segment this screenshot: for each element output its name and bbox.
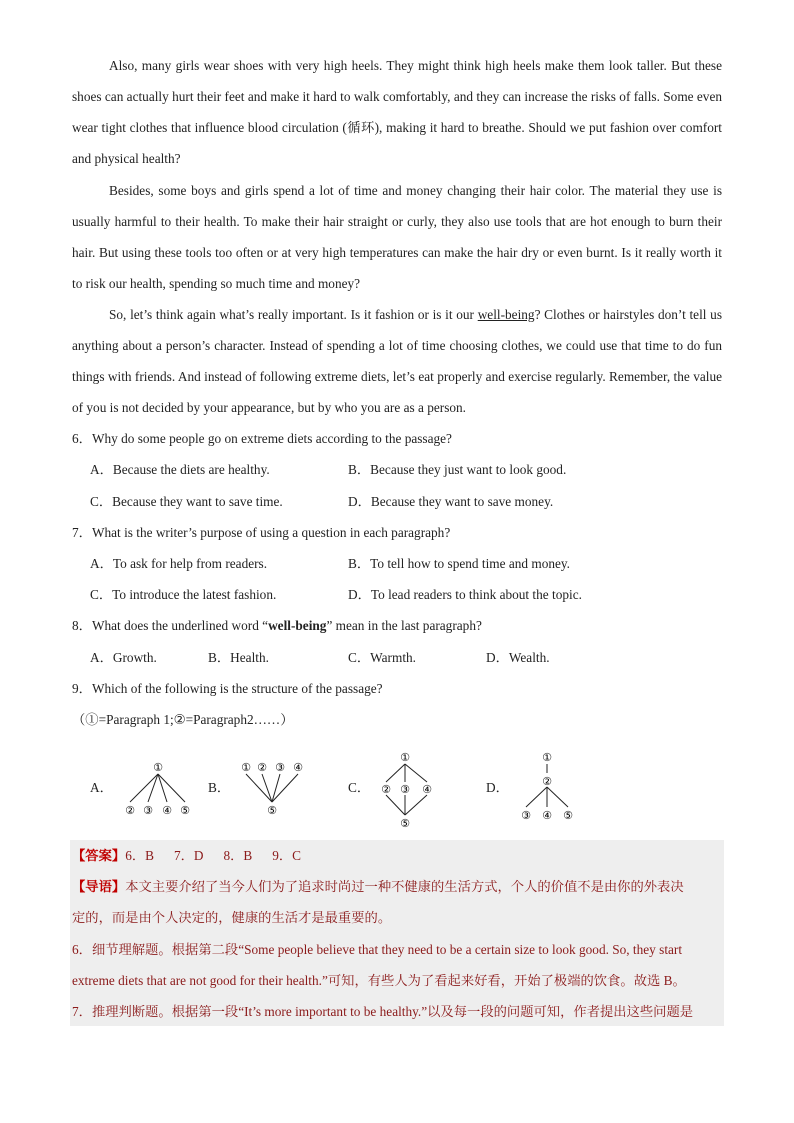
diagram-d-node-2: ②	[542, 775, 552, 788]
structure-diagram-c	[372, 745, 442, 835]
paragraph-3	[72, 299, 722, 423]
guide-text-1: 本文主要介绍了当今人们为了追求时尚过一种不健康的生活方式，个人的价值不是由你的外表决	[125, 879, 684, 894]
diagram-c-node-5: ⑤	[400, 817, 410, 830]
guide-line-2: 定的，而是由个人决定的，健康的生活才是最重要的。	[72, 910, 392, 925]
question-9-note: （①=Paragraph 1;②=Paragraph2……）	[72, 712, 294, 727]
q7-option-b: B．To tell how to spend time and money.	[348, 556, 571, 571]
q6-option-c: C．Because they want to save time.	[90, 494, 283, 509]
structure-diagram-b	[234, 755, 314, 820]
answer-key-line	[72, 846, 724, 866]
q8-stem-after: ” mean in the last paragraph?	[326, 618, 482, 633]
q8-stem-bold: well-being	[268, 618, 327, 633]
diagram-c-node-3: ③	[400, 783, 410, 796]
question-7-stem: 7．What is the writer’s purpose of using a question in each paragraph?	[72, 525, 451, 540]
diagram-c-node-1: ①	[400, 751, 410, 764]
q9-option-d-label: D．	[486, 780, 509, 795]
paragraph-3-before: So, let’s think again what’s really important. Is it fashion or is it our	[109, 307, 478, 322]
explanation-6-line-1: 6．细节理解题。根据第二段“Some people believe that they need to be a certain size to look good. So, they start	[72, 942, 683, 957]
diagram-b-node-1: ①	[241, 761, 251, 774]
q8-option-a: A．Growth.	[90, 650, 157, 665]
diagram-c-node-4: ④	[422, 783, 432, 796]
answer-tag: 【答案】	[72, 848, 126, 863]
question-9-stem: 9．Which of the following is the structure of the passage?	[72, 681, 383, 696]
q8-option-c: C．Warmth.	[348, 650, 416, 665]
paragraph-2	[72, 175, 722, 299]
diagram-d-node-3: ③	[521, 809, 531, 822]
q7-option-a: A．To ask for help from readers.	[90, 556, 268, 571]
guide-tag: 【导语】	[72, 879, 126, 894]
q7-option-c: C．To introduce the latest fashion.	[90, 587, 277, 602]
underlined-word: well-being	[477, 307, 535, 322]
diagram-b-node-4: ④	[293, 761, 303, 774]
paragraph-2-text: Besides, some boys and girls spend a lot of time and money changing their hair color. The material they use is usually harmful to their health. To make their hair straight or curly, they also use tools that are hot enough to burn their hair. But using these tools too often or at very high temperatures can make the hair dry or even burnt. Is it really worth it to risk our health, spending so much time and money?	[72, 183, 722, 291]
explanation-6-line-2: extreme diets that are not good for their health.”可知，有些人为了看起来好看，开始了极端的饮食。故选 B。	[72, 973, 686, 988]
diagram-b-node-5: ⑤	[267, 804, 277, 817]
answer-key-text: 6．B 7．D 8．B 9．C	[125, 848, 302, 863]
diagram-a-node-4: ④	[162, 804, 172, 817]
q9-option-a-label: A．	[90, 780, 113, 795]
diagram-a-node-5: ⑤	[180, 804, 190, 817]
q7-option-d: D．To lead readers to think about the topic.	[348, 587, 582, 602]
question-6-stem: 6．Why do some people go on extreme diets according to the passage?	[72, 431, 452, 446]
structure-diagram-d	[512, 745, 582, 827]
q6-option-a: A．Because the diets are healthy.	[90, 462, 270, 477]
diagram-c-node-2: ②	[381, 783, 391, 796]
structure-diagram-a	[115, 755, 195, 820]
guide-line-1	[72, 877, 724, 897]
diagram-a-node-2: ②	[125, 804, 135, 817]
diagram-d-node-5: ⑤	[563, 809, 573, 822]
q9-option-c-label: C．	[348, 780, 371, 795]
diagram-b-node-2: ②	[257, 761, 267, 774]
q8-option-d: D．Wealth.	[486, 650, 550, 665]
q8-stem-before: 8．What does the underlined word “	[72, 618, 269, 633]
diagram-b-node-3: ③	[275, 761, 285, 774]
q6-option-d: D．Because they want to save money.	[348, 494, 554, 509]
explanation-7-line-1: 7．推理判断题。根据第一段“It’s more important to be healthy.”以及每一段的问题可知，作者提出这些问题是	[72, 1004, 694, 1019]
q6-option-b: B．Because they just want to look good.	[348, 462, 567, 477]
q8-option-b: B．Health.	[208, 650, 269, 665]
answer-section-background	[70, 840, 724, 1026]
paragraph-1-text: Also, many girls wear shoes with very high heels. They might think high heels make them look taller. But these shoes can actually hurt their feet and make it hard to walk comfortably, and they can increase the risks of falls. Some even wear tight clothes that influence blood circulation (循环), making it hard to breathe. Should we put fashion over comfort and physical health?	[72, 58, 722, 166]
q9-option-b-label: B．	[208, 780, 231, 795]
diagram-a-node-3: ③	[143, 804, 153, 817]
diagram-d-node-4: ④	[542, 809, 552, 822]
paragraph-1	[72, 50, 722, 174]
question-8-stem	[72, 616, 482, 636]
paragraph-3-after: ? Clothes or hairstyles don’t tell us anything about a person’s character. Instead of spending a lot of time choosing clothes, we could use that time to do fun things with friends. And instead of following extreme diets, let’s eat properly and exercise regularly. Remember, the value of you is not decided by your appearance, but by who you are as a person.	[72, 307, 722, 415]
diagram-d-node-1: ①	[542, 751, 552, 764]
diagram-a-node-1: ①	[153, 761, 163, 774]
